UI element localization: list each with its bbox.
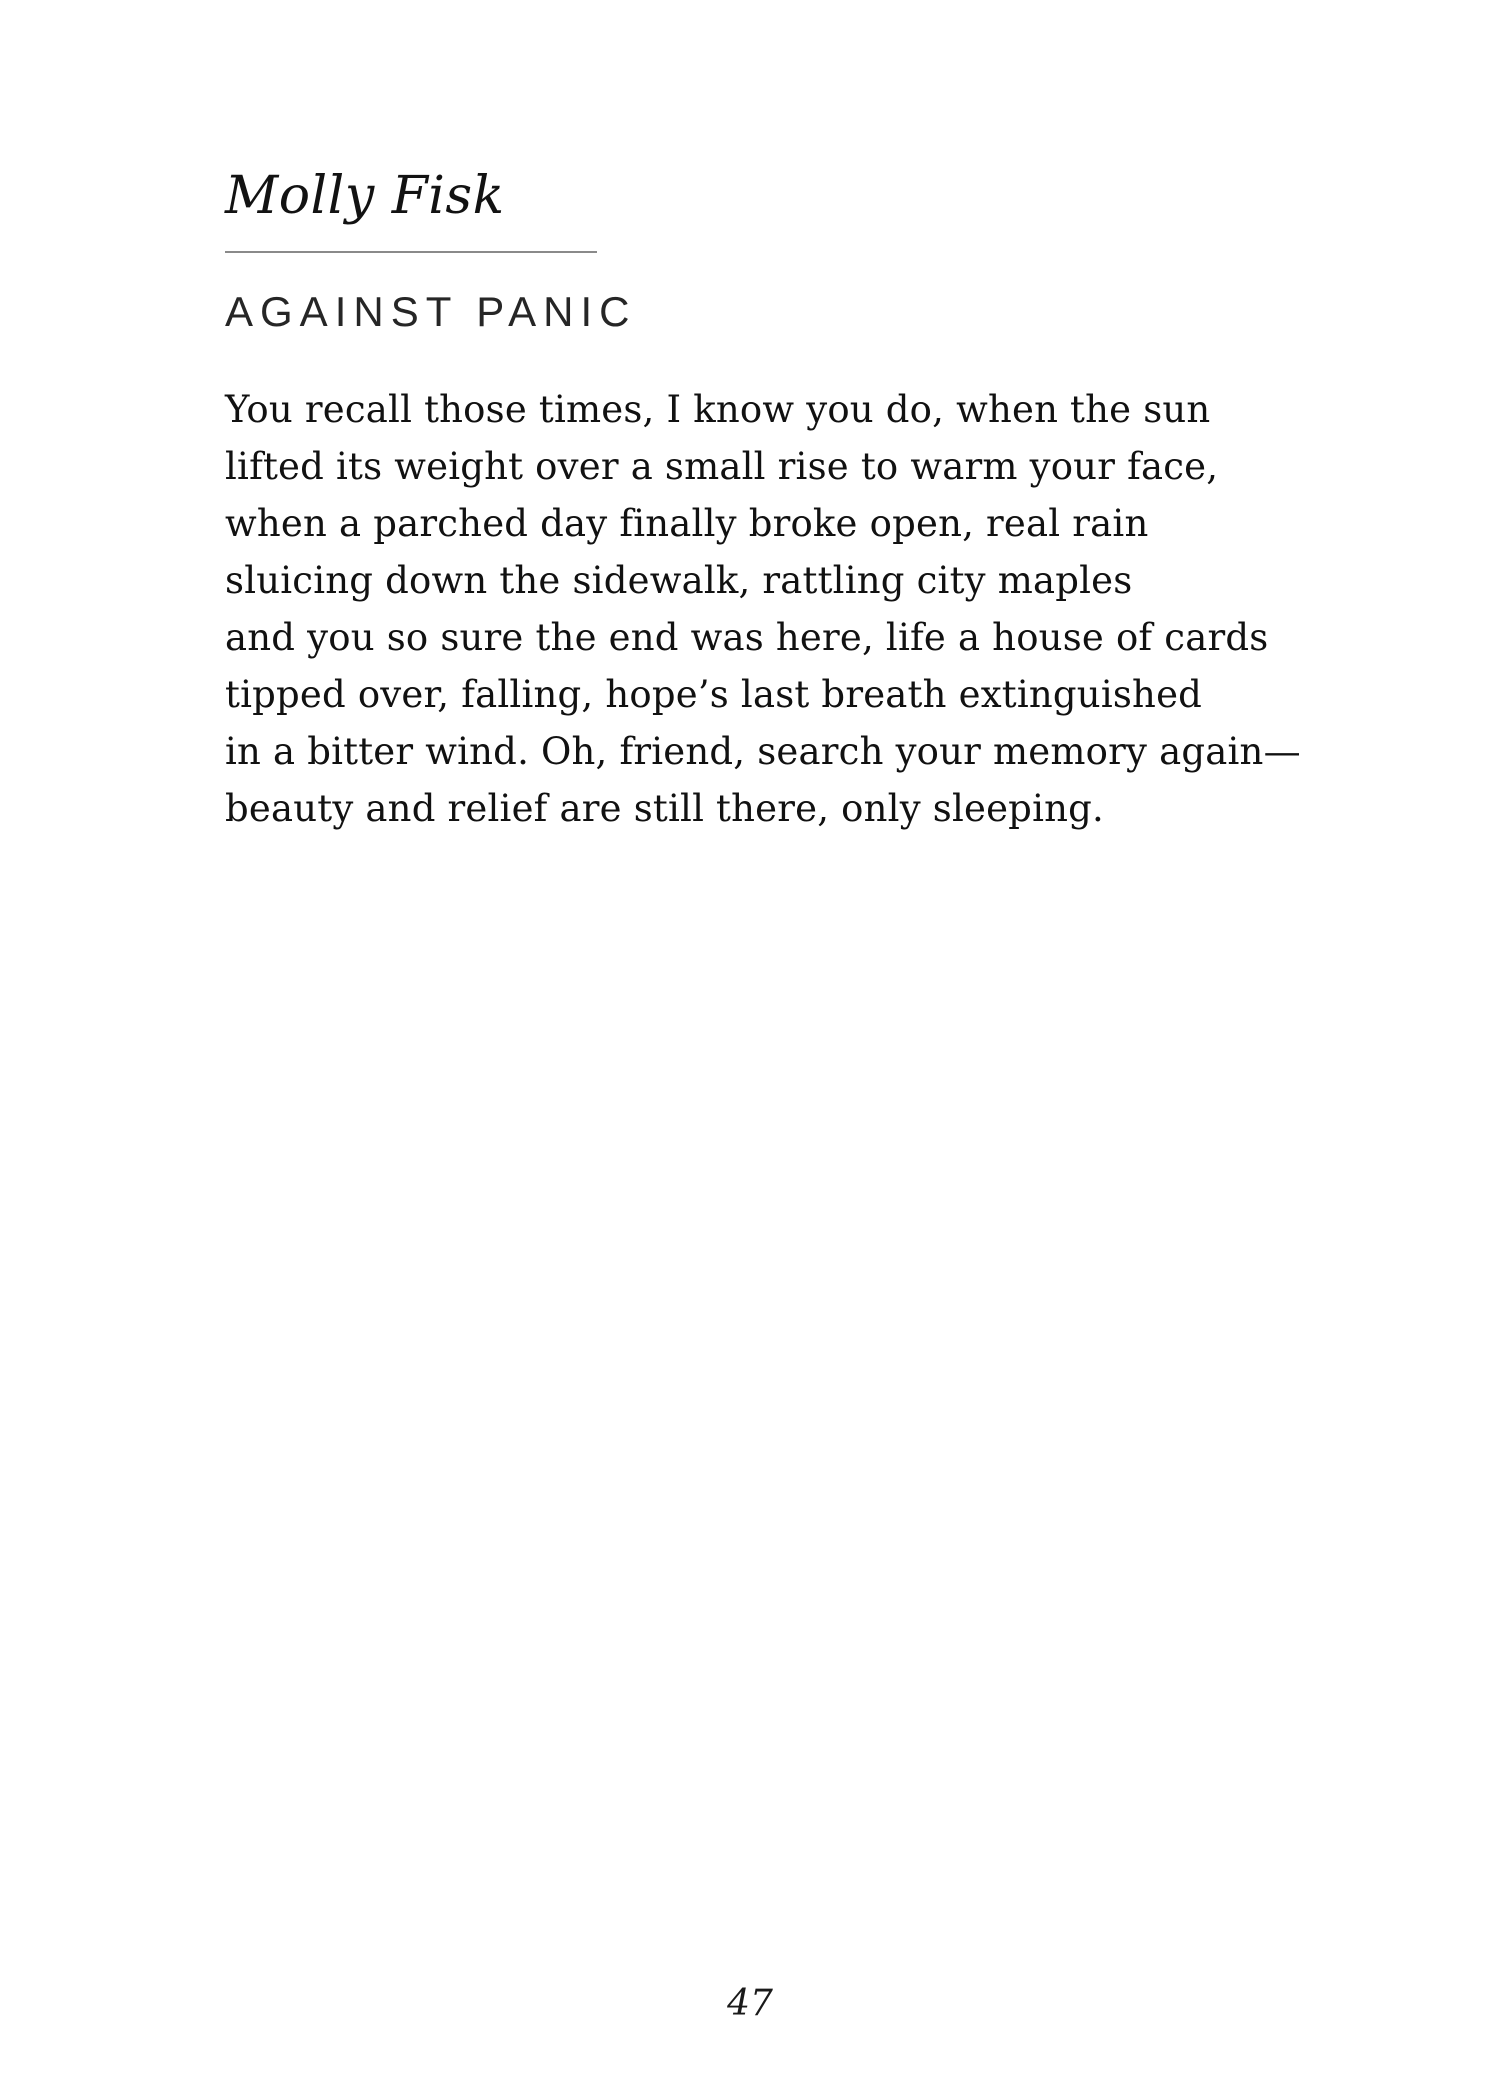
poem-line: and you so sure the end was here, life a house of cards — [225, 616, 1269, 659]
poem-body — [225, 381, 1301, 837]
poem-line: beauty and relief are still there, only sleeping. — [225, 787, 1104, 830]
poem-line: lifted its weight over a small rise to warm your face, — [225, 445, 1219, 488]
page-number: 47 — [727, 1983, 773, 2024]
poem-line: in a bitter wind. Oh, friend, search your memory again— — [225, 730, 1301, 773]
author-name: Molly Fisk — [225, 166, 505, 226]
poem-line: tipped over, falling, hope’s last breath extinguished — [225, 673, 1203, 716]
author-divider-rule — [225, 251, 597, 253]
poem-line: You recall those times, I know you do, when the sun — [225, 388, 1211, 431]
poem-line: sluicing down the sidewalk, rattling city maples — [225, 559, 1133, 602]
poem-line: when a parched day finally broke open, real rain — [225, 502, 1149, 545]
poem-title: AGAINST PANIC — [225, 288, 637, 335]
